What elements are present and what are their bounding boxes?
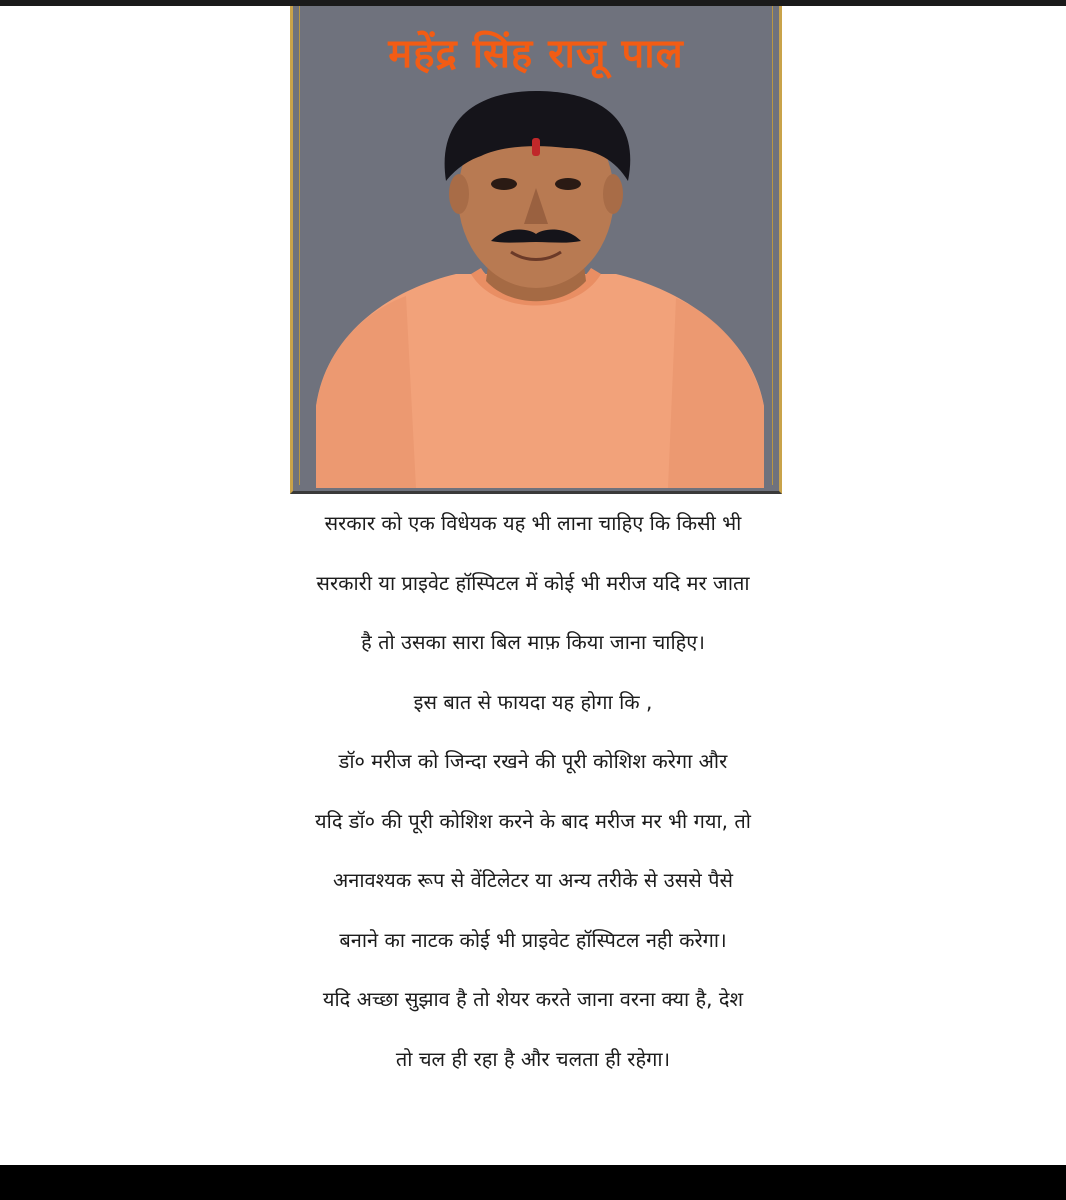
kurta-shade-right xyxy=(668,298,764,488)
poster xyxy=(0,6,1066,1165)
message-line-5: डॉ० मरीज को जिन्दा रखने की पूरी कोशिश करेगा और xyxy=(338,749,728,773)
kurta-shade xyxy=(316,296,416,488)
message-line-2: सरकारी या प्राइवेट हॉस्पिटल में कोई भी मरीज यदि मर जाता xyxy=(316,570,750,595)
message-line-1: सरकार को एक विधेयक यह भी लाना चाहिए कि किसी भी xyxy=(324,511,742,535)
message-text xyxy=(0,494,1066,1089)
portrait-frame xyxy=(290,6,782,494)
tilak xyxy=(532,138,540,156)
message-line-6: यदि डॉ० की पूरी कोशिश करने के बाद मरीज मर भी गया, तो xyxy=(315,808,751,833)
person-name: महेंद्र सिंह राजू पाल xyxy=(388,31,684,77)
left-eye xyxy=(491,178,517,190)
message-line-9: यदि अच्छा सुझाव है तो शेयर करते जाना वरना क्या है, देश xyxy=(322,987,744,1011)
message-line-4: इस बात से फायदा यह होगा कि , xyxy=(413,689,653,714)
person-portrait xyxy=(296,76,776,488)
message-line-7: अनावश्यक रूप से वेंटिलेटर या अन्य तरीके से उससे पैसे xyxy=(332,868,734,892)
right-ear xyxy=(603,174,623,214)
bottom-edge-bar xyxy=(0,1165,1066,1200)
message-line-8: बनाने का नाटक कोई भी प्राइवेट हॉस्पिटल नही करेगा। xyxy=(339,927,727,952)
right-eye xyxy=(555,178,581,190)
message-line-3: है तो उसका सारा बिल माफ़ किया जाना चाहिए। xyxy=(361,630,705,654)
message-line-10: तो चल ही रहा है और चलता ही रहेगा। xyxy=(395,1046,671,1071)
left-ear xyxy=(449,174,469,214)
